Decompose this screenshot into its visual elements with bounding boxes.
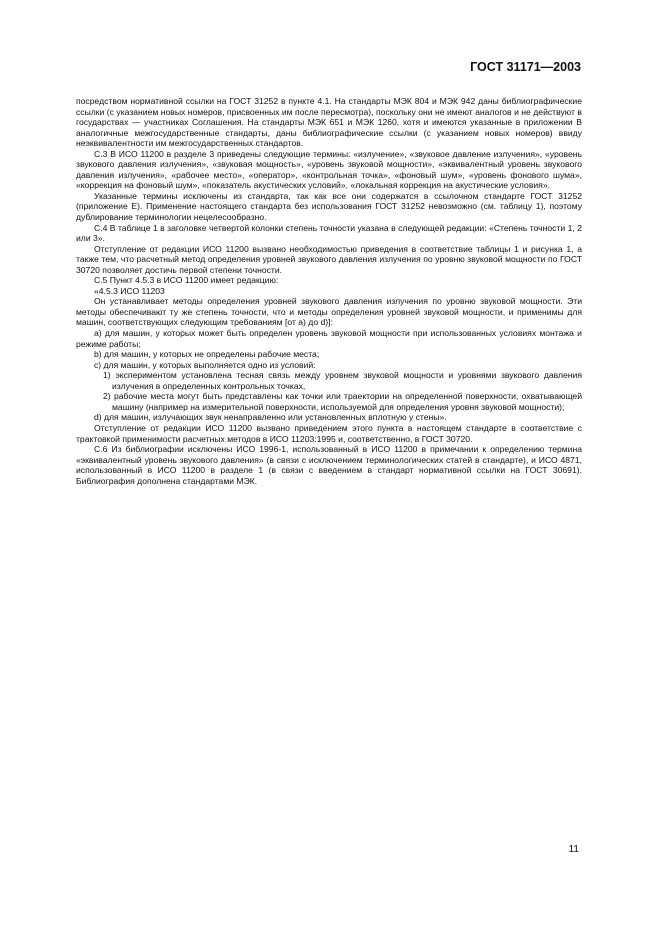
- sub-list-text: экспериментом установлена тесная связь между уровнем звуковой мощности и уровнями звукового давления излучения в определенных контрольных точках,: [112, 370, 583, 391]
- sub-list-number: 1): [103, 370, 111, 381]
- list-item-b: b) для машин, у которых не определены рабочие места;: [94, 349, 320, 360]
- list-item-d: d) для машин, излучающих звук ненаправленно или установленных вплотную у стены».: [94, 412, 447, 423]
- sub-list-number: 2): [103, 391, 111, 402]
- paragraph-c5: С.5 Пункт 4.5.3 в ИСО 11200 имеет редакцию:: [94, 275, 279, 286]
- document-body: [76, 96, 582, 486]
- paragraph-c4: С.4 В таблице 1 в заголовке четвертой колонки степень точности указана в следующей редакции: «Степень точности 1, 2 или 3».: [76, 222, 582, 244]
- list-item-c: c) для машин, у которых выполняется одно из условий:: [94, 359, 316, 370]
- document-number-header: ГОСТ 31171—2003: [470, 60, 581, 74]
- sub-list-item-2: [76, 391, 582, 412]
- page-number: 11: [568, 844, 579, 855]
- sub-list-item-1: [76, 370, 582, 391]
- paragraph-c6: С.6 Из библиографии исключены ИСО 1996-1, использованный в ИСО 11200 в примечании к определению термина «эквивалентный уровень звукового давления» (в связи с исключением терминологических статей в стандарте), и ИСО 4871, использованный в ИСО 11200 в разделе 1 (в связи с введением в стандарт нормативной ссылки на ГОСТ 30691). Библиография дополнена стандартами МЭК.: [76, 444, 582, 486]
- paragraph-c3: С.3 В ИСО 11200 в разделе 3 приведены следующие термины: «излучение», «звуковое давление излучения», «уровень звукового давления излучения», «звуковая мощность», «уровень звуковой мощности», «эквивалентный уровень звукового давления излучения», «рабочее место», «оператор», «контрольная точка», «фоновый шум», «уровень фонового шума», «коррекция на фоновый шум», «показатель акустических условий», «локальная коррекция на акустические условия».: [76, 148, 582, 191]
- paragraph: Отступление от редакции ИСО 11200 вызвано приведением этого пункта в настоящем стандарте в соответствие с трактовкой применимости расчетных методов в ИСО 11203:1995 и, соответственно, в ГОСТ 30720.: [76, 422, 582, 444]
- paragraph: Отступление от редакции ИСО 11200 вызвано необходимостью приведения в соответствие таблицы 1 и рисунка 1, а также тем, что расчетный метод определения уровней звукового давления излучения по уровню звуковой мощности по ГОСТ 30720 позволяет достичь первой степени точности.: [76, 243, 582, 275]
- list-item-a: a) для машин, у которых может быть определен уровень звуковой мощности при использованных условиях монтажа и режиме работы;: [76, 328, 582, 349]
- paragraph: Указанные термины исключены из стандарта, так как все они содержатся в ссылочном стандарте ГОСТ 31252 (приложение Е). Применение настоящего стандарта без использования ГОСТ 31252 невозможно (см. таблицу 1), поэтому дублирование терминологии нецелесообразно.: [76, 190, 582, 223]
- paragraph: посредством нормативной ссылки на ГОСТ 31252 в пункте 4.1. На стандарты МЭК 804 и МЭК 942 даны библиографические ссылки (с указанием новых номеров, присвоенных им после пересмотра), поскольку они не имеют аналогов и не действуют в государствах — участниках Соглашения. На стандарты МЭК 651 и МЭК 1260, хотя и имеются указанные в приложении В аналогичные межгосударственные стандарты, даны библиографические ссылки (с указанием новых номеров) ввиду неэквивалентности им межгосударственных стандартов.: [76, 96, 582, 149]
- sub-list-text: рабочие места могут быть представлены как точки или траектории на определенной поверхности, охватывающей машину (например на измерительной поверхности, используемой для определения уровня звуковой мощности);: [112, 391, 582, 412]
- paragraph: Он устанавливает методы определения уровней звукового давления излучения по уровню звуковой мощности. Эти методы обеспечивают ту же степень точности, что и методы определения уровней звуковой мощности, и применимы для машин, соответствующих следующим требованиям [от а) до d)]:: [76, 296, 582, 328]
- quote-heading: «4.5.3 ИСО 11203: [94, 285, 165, 296]
